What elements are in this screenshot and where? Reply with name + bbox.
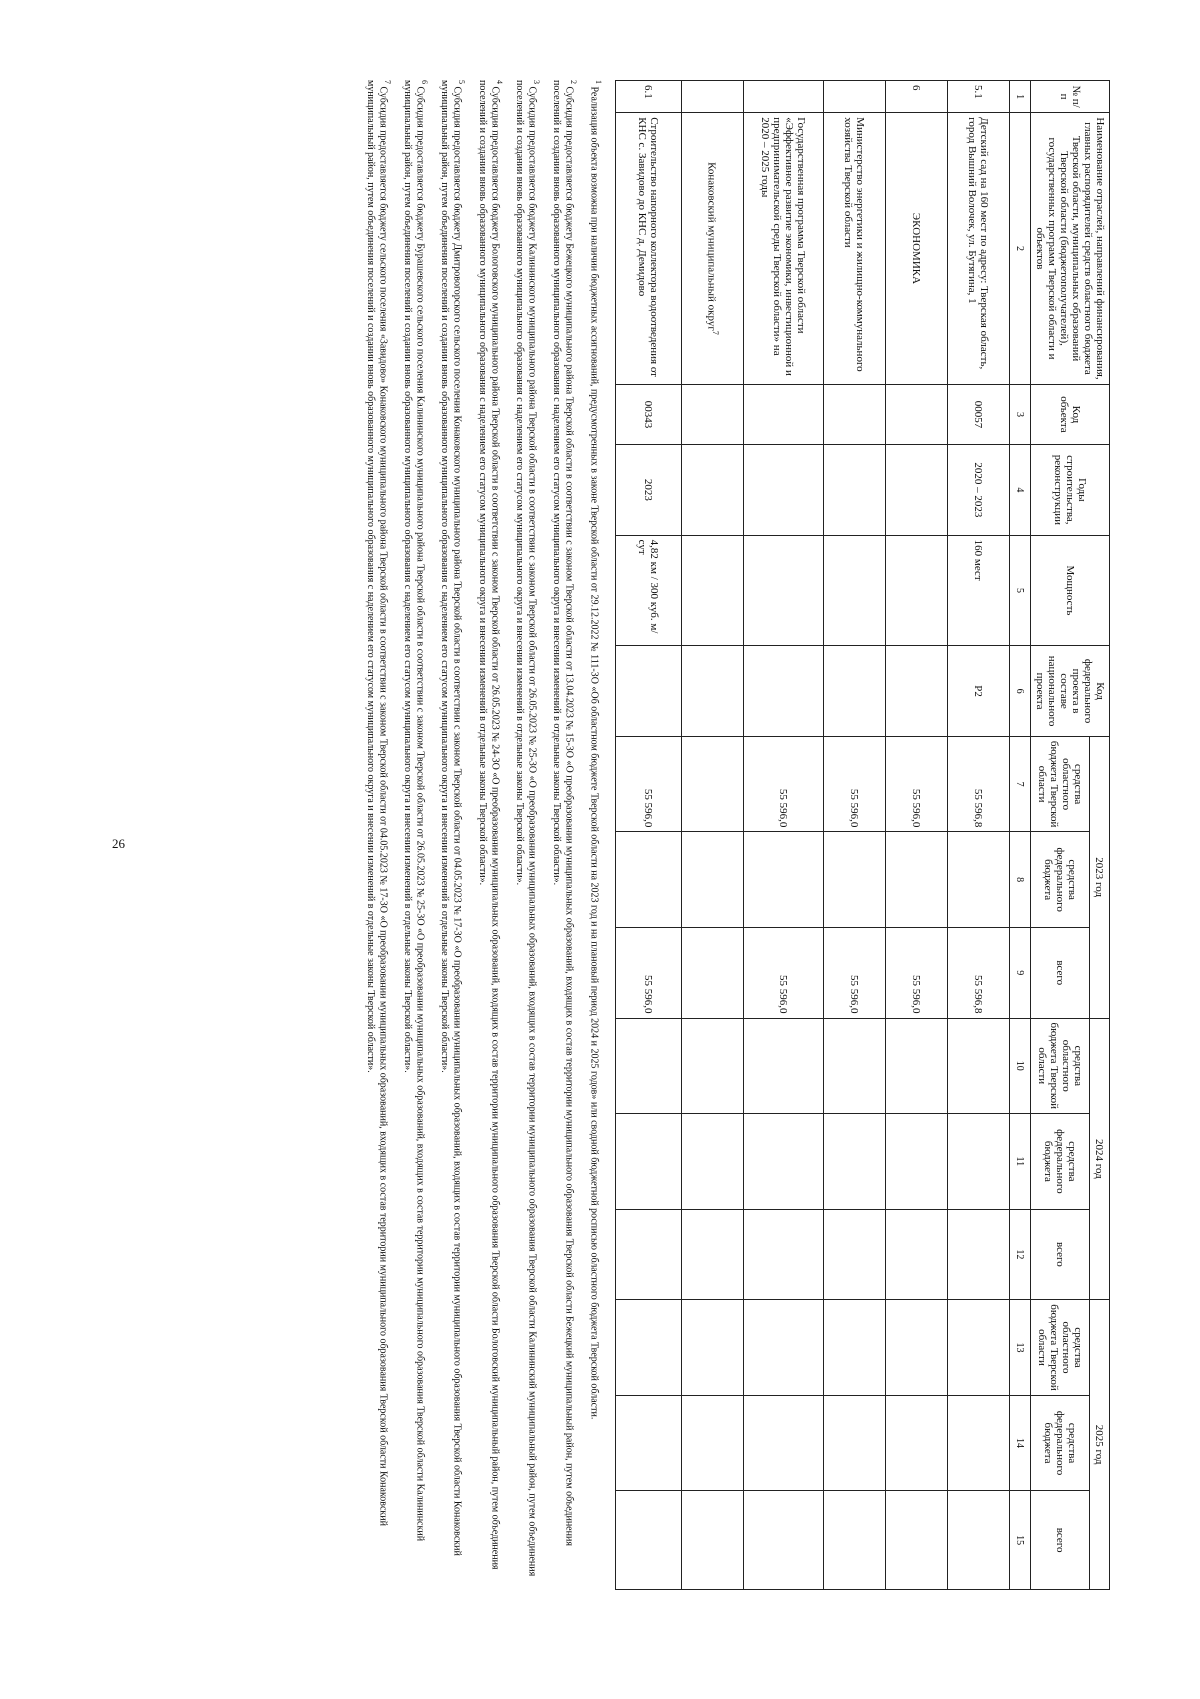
cell xyxy=(886,1209,948,1300)
cell xyxy=(744,1209,824,1300)
header-name: Наименование отраслей, направлений финансирования, главных распорядителей средств областного бюджета Тверской области, муниципальных образований Тверской области (бюджетополучателей), государственных программ Тверской области и объектов xyxy=(1031,113,1110,385)
column-number: 7 xyxy=(1010,736,1031,832)
header-total-2023: всего xyxy=(1031,927,1090,1018)
column-number: 3 xyxy=(1010,384,1031,444)
budget-table xyxy=(615,80,1110,1590)
row-federal-2023 xyxy=(616,832,682,928)
cell xyxy=(616,1491,682,1590)
row-total-2023 xyxy=(682,927,744,1018)
row-years: 2020 – 2023 xyxy=(948,445,1010,536)
footnotes xyxy=(363,80,603,1580)
column-number: 13 xyxy=(1010,1300,1031,1396)
column-number: 5 xyxy=(1010,535,1031,646)
row-years: 2023 xyxy=(616,445,682,536)
cell xyxy=(948,1018,1010,1114)
cell xyxy=(824,1395,886,1491)
row-code: 00057 xyxy=(948,384,1010,444)
footnote-number: 2 xyxy=(569,80,579,84)
row-capacity xyxy=(886,535,948,646)
row-num xyxy=(682,81,744,113)
row-federal-2023 xyxy=(744,832,824,928)
column-number: 2 xyxy=(1010,113,1031,385)
column-number: 14 xyxy=(1010,1395,1031,1491)
row-federal-2023 xyxy=(824,832,886,928)
row-name-cell xyxy=(682,113,744,385)
header-regional-2024: средства областного бюджета Тверской области xyxy=(1031,1018,1090,1114)
cell xyxy=(824,1491,886,1590)
row-regional-2023: 55 596,0 xyxy=(744,736,824,832)
footnote-text: Субсидия предоставляется бюджету сельского поселения «Завидово» Конаковского муниципального района Тверской области в соответствии с законом Тверской области от 04.05.2023 № 17-ЗО «О преобразовании муниципальных образований, входящих в состав территории муниципального образования Тверской области Конаковский муниципальный район, путем объединения поселений и создании вновь образованного муниципального образования с наделением его статусом муниципального округа и внесении изменений в отдельные законы Тверской области». xyxy=(364,80,389,1526)
table-row xyxy=(824,81,886,1590)
cell xyxy=(886,1114,948,1210)
row-fed-project xyxy=(616,646,682,737)
table-row xyxy=(682,81,744,1590)
cell xyxy=(886,1491,948,1590)
cell xyxy=(886,1300,948,1396)
cell xyxy=(682,1300,744,1396)
row-code xyxy=(886,384,948,444)
cell xyxy=(682,1395,744,1491)
column-number: 1 xyxy=(1010,81,1031,113)
row-regional-2023: 55 596,0 xyxy=(824,736,886,832)
column-number: 6 xyxy=(1010,646,1031,737)
row-name: ЭКОНОМИКА xyxy=(886,113,948,385)
header-year-2023: 2023 год xyxy=(1089,736,1109,1018)
cell xyxy=(948,1209,1010,1300)
header-total-2024: всего xyxy=(1031,1209,1090,1300)
row-years xyxy=(886,445,948,536)
row-regional-2023: 55 596,0 xyxy=(886,736,948,832)
page-number: 26 xyxy=(112,836,125,851)
row-regional-2023: 55 596,8 xyxy=(948,736,1010,832)
cell xyxy=(824,1114,886,1210)
row-capacity: 160 мест xyxy=(948,535,1010,646)
header-federal-2024: средства федерального бюджета xyxy=(1031,1114,1090,1210)
column-number-row xyxy=(1010,81,1031,1590)
row-fed-project xyxy=(682,646,744,737)
cell xyxy=(682,1209,744,1300)
header-federal-2025: средства федерального бюджета xyxy=(1031,1395,1090,1491)
footnote-text: Реализация объекта возможна при наличии бюджетных ассигнований, предусмотренных в законе Тверской области от 29.12.2022 № 111-ЗО «Об областном бюджете Тверской области на 2023 год и на плановый период 2024 и 2025 годов» или сводной бюджетной росписью областного бюджета Тверской области. xyxy=(588,86,600,1420)
footnote xyxy=(363,80,391,1580)
cell xyxy=(948,1300,1010,1396)
cell xyxy=(616,1300,682,1396)
row-total-2023: 55 596,8 xyxy=(948,927,1010,1018)
column-number: 8 xyxy=(1010,832,1031,928)
header-code: Код объекта xyxy=(1031,384,1110,444)
row-code xyxy=(824,384,886,444)
column-number: 4 xyxy=(1010,445,1031,536)
row-capacity: 4,82 км / 300 куб. м/сут xyxy=(616,535,682,646)
cell xyxy=(616,1209,682,1300)
footnote-number: 6 xyxy=(419,80,429,84)
row-years xyxy=(744,445,824,536)
row-num: 6.1 xyxy=(616,81,682,113)
cell xyxy=(616,1395,682,1491)
row-fed-project: Р2 xyxy=(948,646,1010,737)
cell xyxy=(886,1018,948,1114)
row-total-2023: 55 596,0 xyxy=(744,927,824,1018)
cell xyxy=(744,1300,824,1396)
row-years xyxy=(824,445,886,536)
footnote-text: Субсидия предоставляется бюджету Калининского муниципального района Тверской области в соответствии с законом Тверской области от 26.05.2023 № 25-ЗО «О преобразовании муниципальных образований, входящих в состав территории муниципального образования Тверской области Калининский муниципальный район, путем объединения поселений и создании вновь образованного муниципального образования с наделением его статусом муниципального округа и внесении изменений в отдельные законы Тверской области». xyxy=(514,80,538,1577)
row-name: Детский сад на 160 мест по адресу: Тверская область, город Вышний Волочек, ул. Бутягина, 1 xyxy=(948,113,1010,385)
row-code xyxy=(744,384,824,444)
footnote-number: 4 xyxy=(494,80,504,84)
column-number: 12 xyxy=(1010,1209,1031,1300)
table-row xyxy=(744,81,824,1590)
footnote-number: 3 xyxy=(531,80,541,84)
cell xyxy=(824,1300,886,1396)
cell xyxy=(824,1018,886,1114)
footnote xyxy=(401,80,429,1580)
cell xyxy=(744,1018,824,1114)
row-capacity xyxy=(744,535,824,646)
cell xyxy=(682,1114,744,1210)
row-total-2023: 55 596,0 xyxy=(616,927,682,1018)
footnote xyxy=(513,80,541,1580)
column-number: 10 xyxy=(1010,1018,1031,1114)
row-name: Конаковский муниципальный округ xyxy=(705,162,718,331)
row-total-2023: 55 596,0 xyxy=(886,927,948,1018)
cell xyxy=(948,1491,1010,1590)
row-name: Строительство напорного коллектора водоотведения от КНС с. Завидово до КНС д. Демидово xyxy=(616,113,682,385)
cell xyxy=(744,1491,824,1590)
footnote-text: Субсидия предоставляется бюджету Дмитровогорского сельского поселения Конаковского муниципального района Тверской области в соответствии с законом Тверской области от 04.05.2023 № 17-ЗО «О преобразовании муниципальных образований, входящих в состав территории муниципального образования Тверской области Конаковский муниципальный район, путем объединения поселений и создании вновь образованного муниципального образования с наделением его статусом муниципального округа и внесении изменений в отдельные законы Тверской области». xyxy=(439,80,463,1556)
cell xyxy=(948,1395,1010,1491)
footnote xyxy=(550,80,578,1580)
footnote-text: Субсидия предоставляется бюджету Бурашевского сельского поселения Калининского муниципального района Тверской области в соответствии с законом Тверской области от 26.05.2023 № 25-ЗО «О преобразовании муниципальных образований, входящих в состав территории муниципального образования Тверской области Калининский муниципальный район, путем объединения поселений и создании вновь образованного муниципального образования с наделением его статусом муниципального округа и внесении изменений в отдельные законы Тверской области». xyxy=(402,80,426,1542)
footnote-number: 1 xyxy=(594,80,603,84)
footnote-number: 7 xyxy=(382,80,392,84)
table-row xyxy=(616,81,682,1590)
header-years: Годы строительства, реконструкции xyxy=(1031,445,1110,536)
column-number: 11 xyxy=(1010,1114,1031,1210)
row-fed-project xyxy=(824,646,886,737)
cell xyxy=(744,1395,824,1491)
footnote-text: Субсидия предоставляется бюджету Бежецкого муниципального района Тверской области в соответствии с законом Тверской области от 13.04.2023 № 15-ЗО «О преобразовании муниципальных образований, входящих в состав территории муниципального образования Тверской области Бежецкий муниципальный район, путем объединения поселений и создании вновь образованного муниципального образования с наделением его статусом муниципального округа и внесении изменений в отдельные законы Тверской области». xyxy=(551,80,575,1546)
row-fed-project xyxy=(886,646,948,737)
header-year-2024: 2024 год xyxy=(1089,1018,1109,1300)
cell xyxy=(616,1018,682,1114)
header-year-2025: 2025 год xyxy=(1089,1300,1109,1590)
row-years xyxy=(682,445,744,536)
footnote xyxy=(475,80,503,1580)
column-number: 9 xyxy=(1010,927,1031,1018)
footnote-number: 5 xyxy=(457,80,467,84)
header-federal-2023: средства федерального бюджета xyxy=(1031,832,1090,928)
row-name: Министерство энергетики и жилищно-коммунального хозяйства Тверской области xyxy=(824,113,886,385)
cell xyxy=(886,1395,948,1491)
column-number: 15 xyxy=(1010,1491,1031,1590)
header-capacity: Мощность xyxy=(1031,535,1110,646)
cell xyxy=(682,1018,744,1114)
row-total-2023: 55 596,0 xyxy=(824,927,886,1018)
cell xyxy=(744,1114,824,1210)
row-name: Государственная программа Тверской области «Эффективное развитие экономики, инвестиционной и предпринимательской среды Тверской области» на 2020 – 2025 годы xyxy=(744,113,824,385)
row-num xyxy=(744,81,824,113)
table-row xyxy=(886,81,948,1590)
cell xyxy=(682,1491,744,1590)
cell xyxy=(616,1114,682,1210)
row-federal-2023 xyxy=(948,832,1010,928)
header-regional-2025: средства областного бюджета Тверской области xyxy=(1031,1300,1090,1396)
row-fed-project xyxy=(744,646,824,737)
cell xyxy=(948,1114,1010,1210)
rotated-page-content xyxy=(150,50,1110,1620)
header-total-2025: всего xyxy=(1031,1491,1090,1590)
row-federal-2023 xyxy=(886,832,948,928)
row-regional-2023 xyxy=(682,736,744,832)
row-federal-2023 xyxy=(682,832,744,928)
row-num: 6 xyxy=(886,81,948,113)
row-code xyxy=(682,384,744,444)
row-code: 00343 xyxy=(616,384,682,444)
header-fed-project: Код федерального проекта в составе национального проекта xyxy=(1031,646,1110,737)
cell xyxy=(824,1209,886,1300)
footnote-text: Субсидия предоставляется бюджету Бологовского муниципального района Тверской области в соответствии с законом Тверской области от 26.05.2023 № 24-ЗО «О преобразовании муниципальных образований, входящих в состав территории муниципального образования Тверской области Бологовский муниципальный район, путем объединения поселений и создании вновь образованного муниципального образования с наделением его статусом муниципального округа и внесении изменений в отдельные законы Тверской области». xyxy=(476,80,501,1570)
table-row xyxy=(948,81,1010,1590)
footnote xyxy=(587,80,603,1580)
row-capacity xyxy=(682,535,744,646)
header-regional-2023: средства областного бюджета Тверской области xyxy=(1031,736,1090,832)
footnote-ref: 7 xyxy=(710,330,720,335)
row-capacity xyxy=(824,535,886,646)
row-num xyxy=(824,81,886,113)
row-regional-2023: 55 596,0 xyxy=(616,736,682,832)
footnote xyxy=(438,80,466,1580)
header-row-years xyxy=(1089,81,1109,1590)
header-num: № п/п xyxy=(1031,81,1110,113)
row-num: 5.1 xyxy=(948,81,1010,113)
